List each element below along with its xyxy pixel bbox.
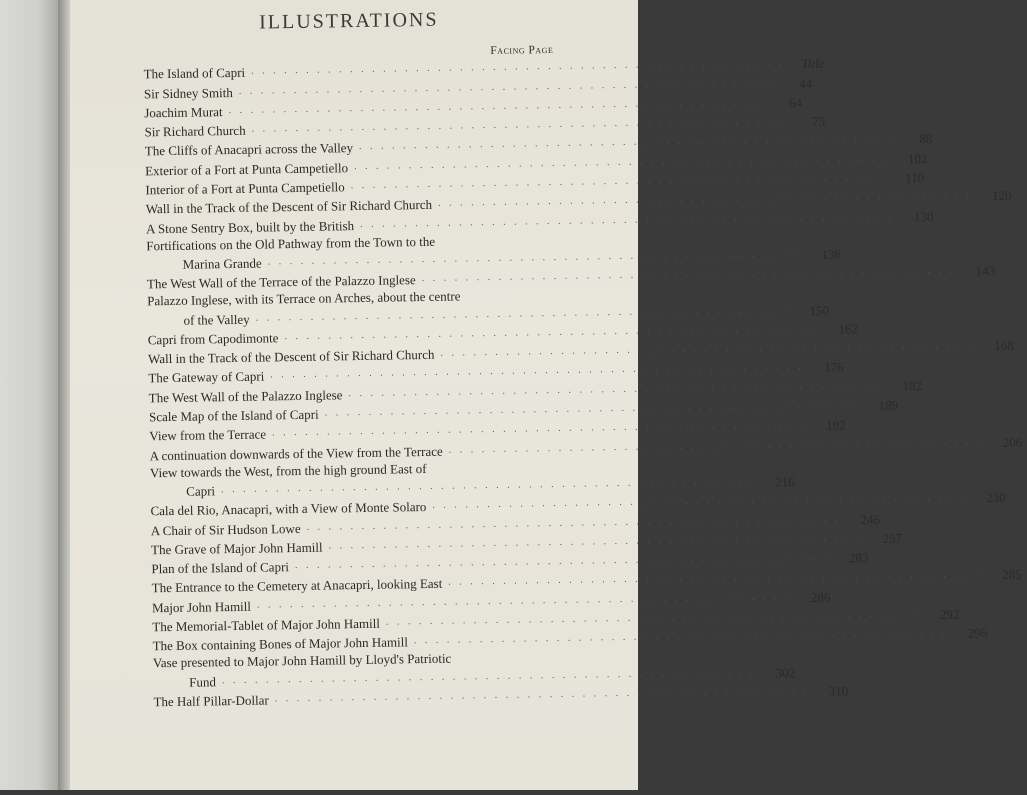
page-number: 292 (939, 606, 960, 622)
illustration-title: A Chair of Sir Hudson Lowe (150, 520, 301, 538)
page-number: 120 (991, 188, 1012, 204)
page-number: 143 (975, 263, 996, 279)
page-number: 216 (774, 474, 795, 490)
page-number: 283 (848, 550, 869, 566)
dot-leader: . . . . . . . . . . . . . . . . . . . . . . . . . . . . . . . . . . . . . . . . . . . . . . . . . (306, 513, 841, 533)
page-number: 246 (860, 511, 881, 527)
dot-leader: . . . . . . . . . . . . . . . . . . . . . . . . . . . . . . . . . . . . . . . . . . . . . . . . . (385, 608, 920, 628)
dot-leader: . . . . . . . . . . . . . . . . . . . . . . . . . . . . . . . . . . . . . . . . . . . . . . . . . (432, 491, 966, 512)
illustration-title: Sir Sidney Smith (143, 84, 233, 101)
page-number: 189 (878, 397, 899, 413)
page-number: 230 (986, 490, 1006, 506)
page-content (65, 0, 1023, 795)
illustration-title: The Gateway of Capri (148, 368, 265, 386)
facing-page-header: Facing Page (490, 43, 554, 57)
illustration-title: View from the Terrace (149, 426, 267, 444)
illustration-title: The Grave of Major John Hamill (150, 539, 323, 558)
illustration-title: Interior of a Fort at Punta Campetiello (145, 179, 345, 198)
illustration-title: The West Wall of the Terrace of the Palazzo Inglese (146, 272, 416, 292)
page-number: 88 (919, 131, 933, 147)
page-number: 102 (907, 150, 928, 167)
page-number: 44 (799, 75, 813, 91)
page-number: 150 (809, 302, 830, 318)
illustration-title-continuation: Fund (189, 673, 217, 690)
page-number: 176 (824, 359, 844, 376)
page-number: 162 (838, 321, 859, 337)
illustration-title: Sir Richard Church (144, 122, 246, 140)
illustration-title: The Cliffs of Anacapri across the Valley (144, 140, 354, 159)
dot-leader: . . . . . . . . . . . . . . . . . . . . . . . . . . . . . . . . . . . . . . . . . . . . . . . . . (251, 115, 786, 135)
page-number: 75 (811, 113, 826, 130)
page-number: 136 (821, 246, 842, 262)
dot-leader: . . . . . . . . . . . . . . . . . . . . . . . . . . . . . . . . . . . . . . . . . . . . . . . . . (448, 568, 982, 589)
page-title: ILLUSTRATIONS (258, 8, 439, 34)
page-number: 257 (882, 530, 903, 546)
page-number: 192 (825, 417, 846, 434)
dot-leader: . . . . . . . . . . . . . . . . . . . . . . . . . . . . . . . . . . . . . . . . . . . . . . . . . (350, 171, 885, 192)
illustration-title: The West Wall of the Palazzo Inglese (148, 387, 343, 406)
illustration-title: The Box containing Bones of Major John Hamill (152, 634, 408, 654)
illustration-title: Cala del Rio, Anacapri, with a View of Monte Solaro (150, 499, 427, 519)
page-number: 285 (1002, 567, 1022, 583)
illustration-title: The Entrance to the Cemetery at Anacapri, looking East (151, 576, 443, 596)
dot-leader: . . . . . . . . . . . . . . . . . . . . . . . . . . . . . . . . . . . . . . . . . . . . . . . . . (238, 77, 773, 97)
dot-leader: . . . . . . . . . . . . . . . . . . . . . . . . . . . . . . . . . . . . . . . . . . . . . . . . . (448, 435, 983, 456)
illustration-title: A continuation downwards of the View from the Terrace (149, 443, 443, 463)
dot-leader: . . . . . . . . . . . . . . . . . . . . . . . . . . . . . . . . . . . . . . . . . . . . . . . . . (348, 379, 883, 399)
dot-leader: . . . . . . . . . . . . . . . . . . . . . . . . . . . . . . . . . . . . . . . . . . . . . . . . . (267, 248, 802, 268)
illustration-title: Major John Hamill (151, 598, 252, 616)
dot-leader: . . . . . . . . . . . . . . . . . . . . . . . . . . . . . . . . . . . . . . . . . . . . . . . . . (220, 475, 755, 496)
dot-leader: . . . . . . . . . . . . . . . . . . . . . . . . . . . . . . . . . . . . . . . . . . . . . . . . . (284, 322, 819, 343)
dot-leader: . . . . . . . . . . . . . . . . . . . . . . . . . . . . . . . . . . . . . . . . . . . . . . . . . (358, 133, 893, 153)
page-number: Title (801, 55, 825, 72)
dot-leader: . . . . . . . . . . . . . . . . . . . . . . . . . . . . . . . . . . . . . . . . . . . . . . . . . (228, 96, 763, 116)
dot-leader: . . . . . . . . . . . . . . . . . . . . . . . . . . . . . . . . . . . . . . . . . . . . . . . . . (359, 210, 894, 230)
page-number: 296 (967, 625, 988, 641)
illustration-title: Exterior of a Fort at Punta Campetiello (145, 159, 349, 179)
illustration-title: The Memorial-Tablet of Major John Hamill (152, 615, 381, 635)
left-page-edge (0, 0, 64, 790)
dot-leader: . . . . . . . . . . . . . . . . . . . . . . . . . . . . . . . . . . . . . . . . . . . . . . . . . (324, 399, 859, 419)
page-number: 182 (902, 377, 923, 394)
dot-leader: . . . . . . . . . . . . . . . . . . . . . . . . . . . . . . . . . . . . . . . . . . . . . . . . . (353, 152, 888, 172)
page-number: 310 (828, 683, 849, 699)
dot-leader: . . . . . . . . . . . . . . . . . . . . . . . . . . . . . . . . . . . . . . . . . . . . . . . . . (437, 189, 972, 210)
dot-leader: . . . . . . . . . . . . . . . . . . . . . . . . . . . . . . . . . . . . . . . . . . . . . . . . . (294, 551, 829, 572)
dot-leader: . . . . . . . . . . . . . . . . . . . . . . . . . . . . . . . . . . . . . . . . . . . . . . . . . (413, 627, 948, 647)
dot-leader: . . . . . . . . . . . . . . . . . . . . . . . . . . . . . . . . . . . . . . . . . . . . . . . . . (250, 57, 785, 77)
page-number: 130 (913, 208, 934, 224)
illustration-title: Capri from Capodimonte (147, 330, 279, 348)
dot-leader: . . . . . . . . . . . . . . . . . . . . . . . . . . . . . . . . . . . . . . . . . . . . . . . . . (440, 339, 974, 359)
illustration-title-continuation: of the Valley (183, 311, 250, 328)
illustration-title: Wall in the Track of the Descent of Sir Richard Church (145, 197, 433, 217)
illustration-title: Joachim Murat (144, 104, 223, 121)
illustration-title: Fortifications on the Old Pathway from the Town to the (146, 233, 436, 254)
illustration-title: The Island of Capri (143, 65, 246, 82)
illustration-title: View towards the West, from the high ground East of (149, 460, 427, 480)
dot-leader: . . . . . . . . . . . . . . . . . . . . . . . . . . . . . . . . . . . . . . . . . . . . . . . . . (255, 303, 790, 324)
dot-leader: . . . . . . . . . . . . . . . . . . . . . . . . . . . . . . . . . . . . . . . . . . . . . . . . . (421, 264, 956, 285)
page-number: 206 (1002, 434, 1023, 450)
dot-leader: . . . . . . . . . . . . . . . . . . . . . . . . . . . . . . . . . . . . . . . . . . . . . . . . . (221, 666, 756, 686)
book-page (70, 0, 1023, 790)
dot-leader: . . . . . . . . . . . . . . . . . . . . . . . . . . . . . . . . . . . . . . . . . . . . . . . . . (270, 361, 804, 381)
page-number: 286 (810, 589, 831, 605)
illustration-list (143, 55, 1023, 710)
illustration-title: Palazzo Inglese, with its Terrace on Arches, about the centre (147, 288, 461, 309)
illustration-title: The Half Pillar-Dollar (153, 692, 269, 710)
page-number: 302 (775, 664, 796, 681)
dot-leader: . . . . . . . . . . . . . . . . . . . . . . . . . . . . . . . . . . . . . . . . . . . . . . . . . (328, 531, 863, 552)
page-number: 64 (788, 94, 803, 111)
dot-leader: . . . . . . . . . . . . . . . . . . . . . . . . . . . . . . . . . . . . . . . . . . . . . . . . . (256, 590, 791, 611)
page-number: 168 (994, 337, 1014, 354)
illustration-title: Scale Map of the Island of Capri (148, 406, 319, 425)
dot-leader: . . . . . . . . . . . . . . . . . . . . . . . . . . . . . . . . . . . . . . . . . . . . . . . . . (274, 684, 809, 705)
illustration-title-continuation: Capri (186, 483, 216, 499)
page-number: 110 (905, 170, 925, 186)
dot-leader: . . . . . . . . . . . . . . . . . . . . . . . . . . . . . . . . . . . . . . . . . . . . . . . . . (272, 419, 806, 439)
illustration-title: Plan of the Island of Capri (151, 559, 290, 577)
illustration-title-continuation: Marina Grande (182, 255, 262, 272)
illustration-title: Wall in the Track of the Descent of Sir Richard Church (147, 346, 435, 367)
illustration-title: A Stone Sentry Box, built by the British (145, 217, 355, 237)
illustration-title: Vase presented to Major John Hamill by Lloyd's Patriotic (152, 650, 452, 671)
